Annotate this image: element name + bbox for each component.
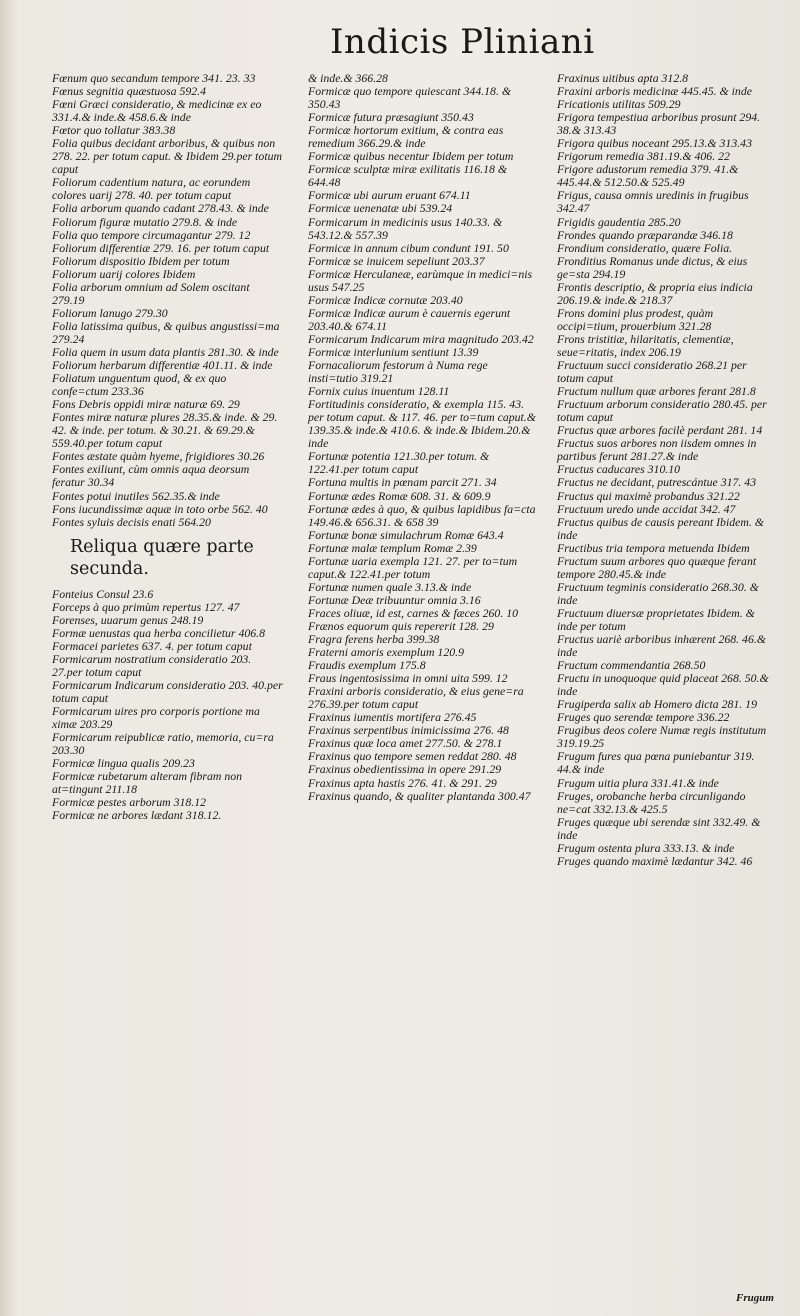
index-entry: Frondium consideratio, quære Folia. <box>557 240 733 255</box>
index-entry: Foliorum cadentium natura, ac eorundem colores uarij 278. 40. per totum caput <box>52 175 251 203</box>
index-entry: Fraxinus quando, & qualiter plantanda 300.47 <box>308 788 531 803</box>
index-entries-2 <box>308 72 540 803</box>
index-entry: Formicarum Indicarum consideratio 203. 40.per totum caput <box>52 677 283 706</box>
index-entry: Fructus quibus de causis pereant Ibidem. & inde <box>557 514 764 542</box>
index-entry: Fortunæ bonæ simulachrum Romæ 643.4 <box>308 527 504 542</box>
index-entry: Fortunæ ædes à quo, & quibus lapidibus fa=cta 149.46.& 656.31. & 658 39 <box>308 501 536 529</box>
index-entry: Fontes exiliunt, cùm omnis aqua deorsum feratur 30.34 <box>52 462 250 490</box>
index-entry: Formacei parietes 637. 4. per totum caput <box>52 638 252 653</box>
index-entries-3 <box>557 72 771 868</box>
index-entry: Fortunæ malæ templum Romæ 2.39 <box>308 540 477 555</box>
index-entry: Foliorum uarij colores Ibidem <box>52 266 196 281</box>
index-entry: Fonteius Consul 23.6 <box>52 586 154 601</box>
index-entry: Fructus suos arbores non iisdem omnes in partibus ferunt 281.27.& inde <box>557 436 757 464</box>
index-entry: Frontis descriptio, & propria eius indicia 206.19.& inde.& 218.37 <box>557 279 753 307</box>
index-entry: Fructuum uredo unde accidat 342. 47 <box>557 501 736 516</box>
index-entry: Formicæ uenenatæ ubi 539.24 <box>308 201 453 216</box>
index-entry: Fontes æstate quàm hyeme, frigidiores 30.26 <box>52 449 265 464</box>
index-column-1 <box>52 72 284 822</box>
index-entry: Formicarum nostratium consideratio 203. 27.per totum caput <box>52 651 252 679</box>
index-entry: Fraxini arboris medicinæ 445.45. & inde <box>557 84 752 99</box>
index-entry: Frigore adustorum remedia 379. 41.& 445.44.& 512.50.& 525.49 <box>557 162 739 190</box>
index-entry: Fons iucundissimæ aquæ in toto orbe 562. 40 <box>52 501 268 516</box>
index-entry: Fraus ingentosissima in omni uita 599. 12 <box>308 671 508 686</box>
index-entry: Fœnum quo secandum tempore 341. 23. 33 <box>52 71 256 85</box>
index-entry: Frigus, causa omnis uredinis in frugibus 342.47 <box>557 188 749 216</box>
index-entry: Formicæ Indicæ cornutæ 203.40 <box>308 292 463 307</box>
index-entry: Fruges quæque ubi serendæ sint 332.49. & inde <box>557 814 761 842</box>
index-entry: Fons Debris oppidi miræ naturæ 69. 29 <box>52 397 240 412</box>
index-entry: Fructibus tria tempora metuenda Ibidem <box>557 540 750 555</box>
index-entry: Fortunæ Deæ tribuuntur omnia 3.16 <box>308 592 481 607</box>
index-entry: Fortitudinis consideratio, & exempla 115. 43. per totum caput. & 117. 46. per to=tum caput.& 139.35.& inde.& 410.6. & inde.& Ibidem.20.& inde <box>308 397 536 451</box>
index-entry: Fœtor quo tollatur 383.38 <box>52 123 176 138</box>
index-entry: Formicæ se inuicem sepeliunt 203.37 <box>308 253 485 268</box>
index-entry: Formicarum in medicinis usus 140.33. & 543.12.& 557.39 <box>308 214 503 242</box>
index-entry: Fructuum diuersæ proprietates Ibidem. & inde per totum <box>557 605 755 633</box>
index-entry: Formicæ sculptæ miræ exilitatis 116.18 & 644.48 <box>308 162 508 190</box>
index-entry: Formicæ quo tempore quiescant 344.18. & 350.43 <box>308 84 512 112</box>
index-entry: & inde.& 366.28 <box>308 71 388 85</box>
index-entry: Fructus uariè arboribus inhærent 268. 46.& inde <box>557 632 766 660</box>
index-entry: Fraxinus serpentibus inimicissima 276. 48 <box>308 723 509 738</box>
index-entry: Fortunæ potentia 121.30.per totum. & 122.41.per totum caput <box>308 449 490 477</box>
index-entry: Fruges, orobanche herba circunligando ne=cat 332.13.& 425.5 <box>557 788 746 816</box>
index-entry: Fructus ne decidant, putrescántue 317. 43 <box>557 475 757 490</box>
index-entry: Fruges quo serendæ tempore 336.22 <box>557 710 730 725</box>
index-entries-1a <box>52 72 284 529</box>
index-entry: Formicæ ne arbores lædant 318.12. <box>52 808 222 823</box>
index-entry: Forceps à quo primùm repertus 127. 47 <box>52 599 240 614</box>
index-entry: Fortunæ numen quale 3.13.& inde <box>308 579 472 594</box>
index-entry: Folia quibus decidant arboribus, & quibus non 278. 22. per totum caput. & Ibidem 29.per totum caput <box>52 136 283 177</box>
index-entry: Fructuum arborum consideratio 280.45. per totum caput <box>557 397 767 425</box>
index-entries-1b <box>52 588 284 823</box>
index-entry: Fructus quæ arbores facilè perdant 281. 14 <box>557 423 763 438</box>
index-entry: Fructu in unoquoque quid placeat 268. 50.& inde <box>557 671 769 699</box>
index-entry: Fornix cuius inuentum 128.11 <box>308 384 450 399</box>
index-entry: Fraxinus apta hastis 276. 41. & 291. 29 <box>308 775 497 790</box>
index-entry: Formicæ hortorum exitium, & contra eas remedium 366.29.& inde <box>308 123 504 151</box>
index-column-3 <box>557 72 771 868</box>
index-entry: Fraxinus uitibus apta 312.8 <box>557 71 689 85</box>
index-entry: Frondes quando præparandæ 346.18 <box>557 227 733 242</box>
index-entry: Fruges quando maximè lædantur 342. 46 <box>557 853 753 868</box>
index-entry: Formicæ in annum cibum condunt 191. 50 <box>308 240 509 255</box>
index-entry: Folia arborum omnium ad Solem oscitant 279.19 <box>52 279 250 307</box>
index-entry: Fructus caducares 310.10 <box>557 462 681 477</box>
index-entry: Fortunæ uaria exempla 121. 27. per to=tum caput.& 122.41.per totum <box>308 553 518 581</box>
index-entry: Foliatum unguentum quod, & ex quo confe=ctum 233.36 <box>52 371 227 399</box>
index-entry: Fraxinus obedientissima in opere 291.29 <box>308 762 502 777</box>
index-entry: Fraxinus quæ loca amet 277.50. & 278.1 <box>308 736 503 751</box>
index-entry: Frigorum remedia 381.19.& 406. 22 <box>557 149 730 164</box>
index-entry: Fructuum tegminis consideratio 268.30. & inde <box>557 579 759 607</box>
index-entry: Formicæ pestes arborum 318.12 <box>52 795 207 810</box>
index-entry: Fraxinus quo tempore semen reddat 280. 48 <box>308 749 517 764</box>
index-column-2 <box>308 72 540 803</box>
index-entry: Fructum nullum quæ arbores ferant 281.8 <box>557 384 756 399</box>
index-entry: Formicarum Indicarum mira magnitudo 203.42 <box>308 331 534 346</box>
index-entry: Fraxini arboris consideratio, & eius gene=ra 276.39.per totum caput <box>308 684 524 712</box>
index-entry: Frugiperda salix ab Homero dicta 281. 19 <box>557 697 757 712</box>
catchword: Frugum <box>736 1292 774 1304</box>
index-entry: Fronditius Romanus unde dictus, & eius ge=sta 294.19 <box>557 253 748 281</box>
index-entry: Formicæ ubi aurum eruant 674.11 <box>308 188 471 203</box>
index-entry: Fructum commendantia 268.50 <box>557 658 706 673</box>
index-entry: Fœni Græci consideratio, & medicinæ ex eo 331.4.& inde.& 458.6.& inde <box>52 97 262 125</box>
index-entry: Formicæ lingua qualis 209.23 <box>52 756 195 771</box>
index-entry: Frugum fures qua pœna puniebantur 319. 44.& inde <box>557 749 755 777</box>
index-entry: Forenses, uuarum genus 248.19 <box>52 612 204 627</box>
index-entry: Fontes miræ naturæ plures 28.35.& inde. & 29. 42. & inde. per totum. & 30.21. & 69.29.& 559.40.per totum caput <box>52 410 278 451</box>
index-entry: Frugum uitia plura 331.41.& inde <box>557 775 719 790</box>
index-entry: Foliorum figuræ mutatio 279.8. & inde <box>52 214 238 229</box>
index-entry: Frons tristitiæ, hilaritatis, clementiæ, seue=ritatis, index 206.19 <box>557 331 734 359</box>
page-title: Indicis Pliniani <box>330 22 595 62</box>
index-entry: Foliorum herbarum differentiæ 401.11. & inde <box>52 358 273 373</box>
index-entry: Fontes syluis decisis enati 564.20 <box>52 514 211 529</box>
index-entry: Frænos equorum quis repererit 128. 29 <box>308 618 494 633</box>
index-entry: Formicarum reipublicæ ratio, memoria, cu=ra 203.30 <box>52 730 274 758</box>
index-entry: Fricationis utilitas 509.29 <box>557 97 681 112</box>
index-entry: Frigora quibus noceant 295.13.& 313.43 <box>557 136 752 151</box>
index-entry: Fortunæ ædes Romæ 608. 31. & 609.9 <box>308 488 491 503</box>
index-entry: Frugum ostenta plura 333.13. & inde <box>557 840 735 855</box>
index-entry: Fornacaliorum festorum à Numa rege insti=tutio 319.21 <box>308 358 488 386</box>
index-entry: Frigidis gaudentia 285.20 <box>557 214 681 229</box>
index-entry: Fraces oliuæ, id est, carnes & fæces 260. 10 <box>308 605 519 620</box>
index-entry: Frigora tempestiua arboribus prosunt 294. 38.& 313.43 <box>557 110 761 138</box>
index-entry: Folia quo tempore circumagantur 279. 12 <box>52 227 251 242</box>
index-entry: Formicæ Herculaneæ, earùmque in medici=nis usus 547.25 <box>308 266 533 294</box>
index-entry: Fragra ferens herba 399.38 <box>308 632 440 647</box>
index-entry: Formicæ futura præsagiunt 350.43 <box>308 110 474 125</box>
index-entry: Fructuum succi consideratio 268.21 per totum caput <box>557 358 747 386</box>
index-entry: Formicæ rubetarum alteram fibram non at=tingunt 211.18 <box>52 769 243 797</box>
index-entry: Foliorum dispositio Ibidem per totum <box>52 253 230 268</box>
index-entry: Frons domini plus prodest, quàm occipi=tium, prouerbium 321.28 <box>557 305 714 333</box>
section-subheading: Reliqua quære parte secunda. <box>70 536 254 579</box>
index-entry: Formicæ quibus necentur Ibidem per totum <box>308 149 514 164</box>
index-entry: Frugibus deos colere Numæ regis institutum 319.19.25 <box>557 723 767 751</box>
index-entry: Folia arborum quando cadant 278.43. & inde <box>52 201 269 216</box>
index-entry: Formicæ Indicæ aurum è cauernis egerunt 203.40.& 674.11 <box>308 305 511 333</box>
index-entry: Formæ uenustas qua herba concilietur 406.8 <box>52 625 265 640</box>
index-entry: Fraudis exemplum 175.8 <box>308 658 426 673</box>
index-entry: Foliorum lanugo 279.30 <box>52 305 168 320</box>
index-entry: Foliorum differentiæ 279. 16. per totum caput <box>52 240 270 255</box>
index-entry: Formicarum uires pro corporis portione ma ximæ 203.29 <box>52 704 260 732</box>
index-entry: Fœnus segnitia quæstuosa 592.4 <box>52 84 207 99</box>
index-entry: Fraterni amoris exemplum 120.9 <box>308 645 464 660</box>
index-entry: Formicæ interlunium sentiunt 13.39 <box>308 344 479 359</box>
index-entry: Fructus qui maximè probandus 321.22 <box>557 488 740 503</box>
index-entry: Folia latissima quibus, & quibus angustissi=ma 279.24 <box>52 318 280 346</box>
index-entry: Fructum suum arbores quo quæque ferant tempore 280.45.& inde <box>557 553 757 581</box>
index-entry: Fortuna multis in pœnam parcit 271. 34 <box>308 475 497 490</box>
index-entry: Fraxinus iumentis mortifera 276.45 <box>308 710 477 725</box>
index-entry: Fontes potui inutiles 562.35.& inde <box>52 488 220 503</box>
index-entry: Folia quem in usum data plantis 281.30. & inde <box>52 344 279 359</box>
